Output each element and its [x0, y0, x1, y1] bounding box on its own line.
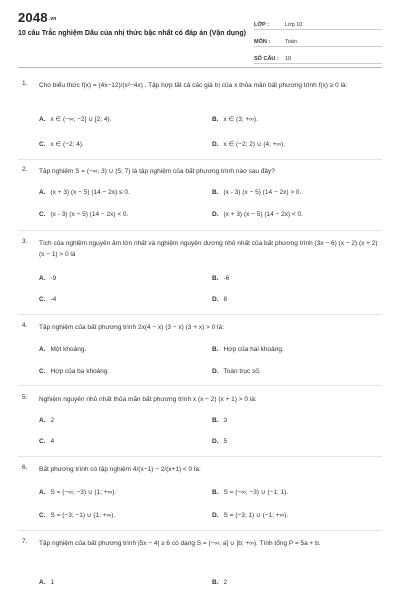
option-text: -4 — [50, 296, 57, 303]
option-letter: B. — [212, 489, 219, 496]
question-6 — [18, 464, 380, 520]
question-divider — [18, 456, 382, 457]
option-letter: C. — [39, 296, 46, 303]
question-number: 7. — [22, 538, 28, 545]
answer-option-d[interactable] — [212, 438, 227, 445]
option-text: S = (−3; 1) ∪ (−1; +∞). — [223, 512, 289, 519]
option-text: S = (−∞; −3) ∪ (1; +∞). — [50, 489, 117, 496]
question-text: Tập nghiệm của bất phương trình 2x(4 − x) (3 − x) (3 + x) > 0 là: — [39, 324, 224, 331]
answer-option-b[interactable] — [212, 579, 227, 586]
question-text: Tập nghiệm của bất phương trình |5x − 4| ≥ 6 có dạng S = (−∞; a] ∪ [b; +∞). Tính tổng P = 5a + b. — [39, 540, 321, 547]
answer-option-b[interactable] — [212, 275, 229, 282]
meta-table — [254, 15, 382, 66]
question-7 — [18, 538, 380, 598]
answer-option-c[interactable] — [39, 438, 54, 445]
option-letter: A. — [39, 579, 46, 586]
option-letter: D. — [212, 141, 219, 148]
answer-option-b[interactable] — [212, 417, 227, 424]
answer-option-a[interactable] — [39, 115, 111, 123]
option-letter: A. — [39, 346, 46, 353]
meta-value: Lớp 10 — [285, 22, 303, 28]
option-text: 4 — [50, 438, 55, 445]
option-letter: D. — [212, 512, 219, 519]
option-text: 5 — [223, 438, 228, 445]
meta-row-subject — [254, 32, 382, 47]
option-letter: C. — [39, 368, 46, 375]
option-text: (x + 3) (x − 5) (14 − 2x) ≤ 0. — [50, 189, 130, 196]
option-text: -6 — [223, 275, 230, 282]
question-number: 5. — [22, 394, 28, 401]
question-3 — [18, 238, 380, 308]
option-text: S = (−3; −1) ∪ (1; +∞). — [50, 512, 116, 519]
answer-option-c[interactable] — [39, 368, 109, 375]
option-text: 8 — [223, 296, 228, 303]
option-letter: C. — [39, 211, 46, 218]
option-letter: B. — [212, 579, 219, 586]
question-divider — [18, 530, 382, 531]
option-letter: B. — [212, 346, 219, 353]
meta-key: LỚP : — [254, 22, 269, 28]
logo-suffix: .vn — [48, 16, 57, 22]
option-letter: C. — [39, 438, 46, 445]
question-divider — [18, 314, 382, 315]
question-divider — [18, 159, 382, 160]
meta-key: SỐ CÂU : — [254, 56, 279, 62]
answer-option-c[interactable] — [39, 296, 56, 303]
meta-row-count — [254, 49, 382, 64]
option-letter: B. — [212, 275, 219, 282]
meta-value: Toán — [285, 39, 297, 45]
option-letter: B. — [212, 116, 219, 123]
option-text: (x - 3) (x − 5) (14 − 2x) < 0. — [50, 211, 129, 218]
answer-option-d[interactable] — [212, 368, 261, 375]
option-text: x ∈ (−2; 2) ∪ (4; +∞). — [223, 141, 286, 148]
option-text: Hợp của hai khoảng. — [223, 346, 284, 353]
option-letter: B. — [212, 189, 219, 196]
question-text: Cho biểu thức f(x) = (4x−12)/(x²−4x) . Tập hợp tất cả các giá trị của x thỏa mãn bất phương trình f(x) ≥ 0 là: — [39, 82, 348, 89]
option-letter: C. — [39, 141, 46, 148]
option-letter: D. — [212, 211, 219, 218]
answer-option-c[interactable] — [39, 140, 84, 148]
question-5 — [18, 394, 380, 450]
option-letter: A. — [39, 275, 46, 282]
answer-option-d[interactable] — [212, 511, 288, 519]
question-number: 2. — [22, 166, 28, 173]
option-text: -9 — [50, 275, 57, 282]
question-4 — [18, 322, 380, 378]
answer-option-a[interactable] — [39, 488, 116, 496]
header-divider — [18, 67, 382, 68]
question-number: 3. — [22, 238, 28, 245]
answer-option-d[interactable] — [212, 211, 303, 218]
option-text: Toàn trục số. — [223, 368, 261, 375]
option-text: (x + 3) (x − 5) (14 − 2x) < 0. — [223, 211, 303, 218]
question-text: Nghiệm nguyên nhỏ nhất thỏa mãn bất phương trình x (x − 2) (x + 1) > 0 là: — [39, 396, 257, 403]
answer-option-b[interactable] — [212, 488, 288, 496]
logo-text: 2048 — [18, 10, 48, 25]
meta-row-class — [254, 15, 382, 30]
question-text: Tích của nghiệm nguyên âm lớn nhất và nghiệm nguyên dương nhỏ nhất của bất phương trình (3x − 6) (x − 2) (x + 2) (x − 1) > 0 là — [39, 240, 378, 258]
site-logo[interactable] — [18, 10, 57, 25]
answer-option-b[interactable] — [212, 346, 284, 353]
answer-option-b[interactable] — [212, 115, 258, 123]
meta-value: 10 — [285, 56, 292, 62]
answer-option-a[interactable] — [39, 346, 86, 353]
option-letter: A. — [39, 189, 46, 196]
answer-option-a[interactable] — [39, 189, 130, 196]
answer-option-d[interactable] — [212, 140, 285, 148]
document-title: 10 câu Trắc nghiệm Dấu của nhị thức bậc nhất có đáp án (Vận dụng) — [18, 30, 246, 37]
answer-option-c[interactable] — [39, 511, 115, 519]
option-text: Một khoảng. — [50, 346, 87, 353]
option-text: 1 — [50, 579, 55, 586]
answer-option-d[interactable] — [212, 296, 227, 303]
option-letter: A. — [39, 417, 46, 424]
option-letter: A. — [39, 489, 46, 496]
question-2 — [18, 166, 380, 226]
option-letter: B. — [212, 417, 219, 424]
option-text: 2 — [50, 417, 55, 424]
option-letter: D. — [212, 296, 219, 303]
option-text: x ∈ (−∞; −2] ∪ [2; 4). — [50, 116, 112, 123]
question-text: Tập nghiệm S = (−∞; 3) ∪ (5; 7) là tập nghiệm của bất phương trình nào sau đây? — [39, 168, 275, 175]
answer-option-a[interactable] — [39, 417, 54, 424]
option-text: x ∈ (3; +∞). — [223, 116, 258, 123]
question-text: Bất phương trình có tập nghiệm 4/(x−1) − 2/(x+1) < 0 là: — [39, 466, 201, 473]
option-letter: D. — [212, 368, 219, 375]
option-letter: A. — [39, 116, 46, 123]
option-text: Hợp của ba khoảng. — [50, 368, 110, 375]
question-divider — [18, 230, 382, 231]
question-number: 1. — [22, 80, 28, 87]
question-1 — [18, 80, 380, 148]
question-number: 6. — [22, 464, 28, 471]
meta-key: MÔN : — [254, 39, 271, 45]
option-text: S = (−∞; −3) ∪ (−1; 1). — [223, 489, 289, 496]
option-letter: D. — [212, 438, 219, 445]
answer-option-c[interactable] — [39, 211, 128, 218]
option-text: (x - 3) (x − 5) (14 − 2x) > 0. — [223, 189, 302, 196]
option-text: 2 — [223, 579, 228, 586]
question-divider — [18, 385, 382, 386]
option-text: 3 — [223, 417, 228, 424]
option-letter: C. — [39, 512, 46, 519]
answer-option-b[interactable] — [212, 189, 301, 196]
option-text: x ∈ (−2; 4). — [50, 141, 84, 148]
answer-option-a[interactable] — [39, 275, 56, 282]
question-number: 4. — [22, 322, 28, 329]
answer-option-a[interactable] — [39, 579, 54, 586]
